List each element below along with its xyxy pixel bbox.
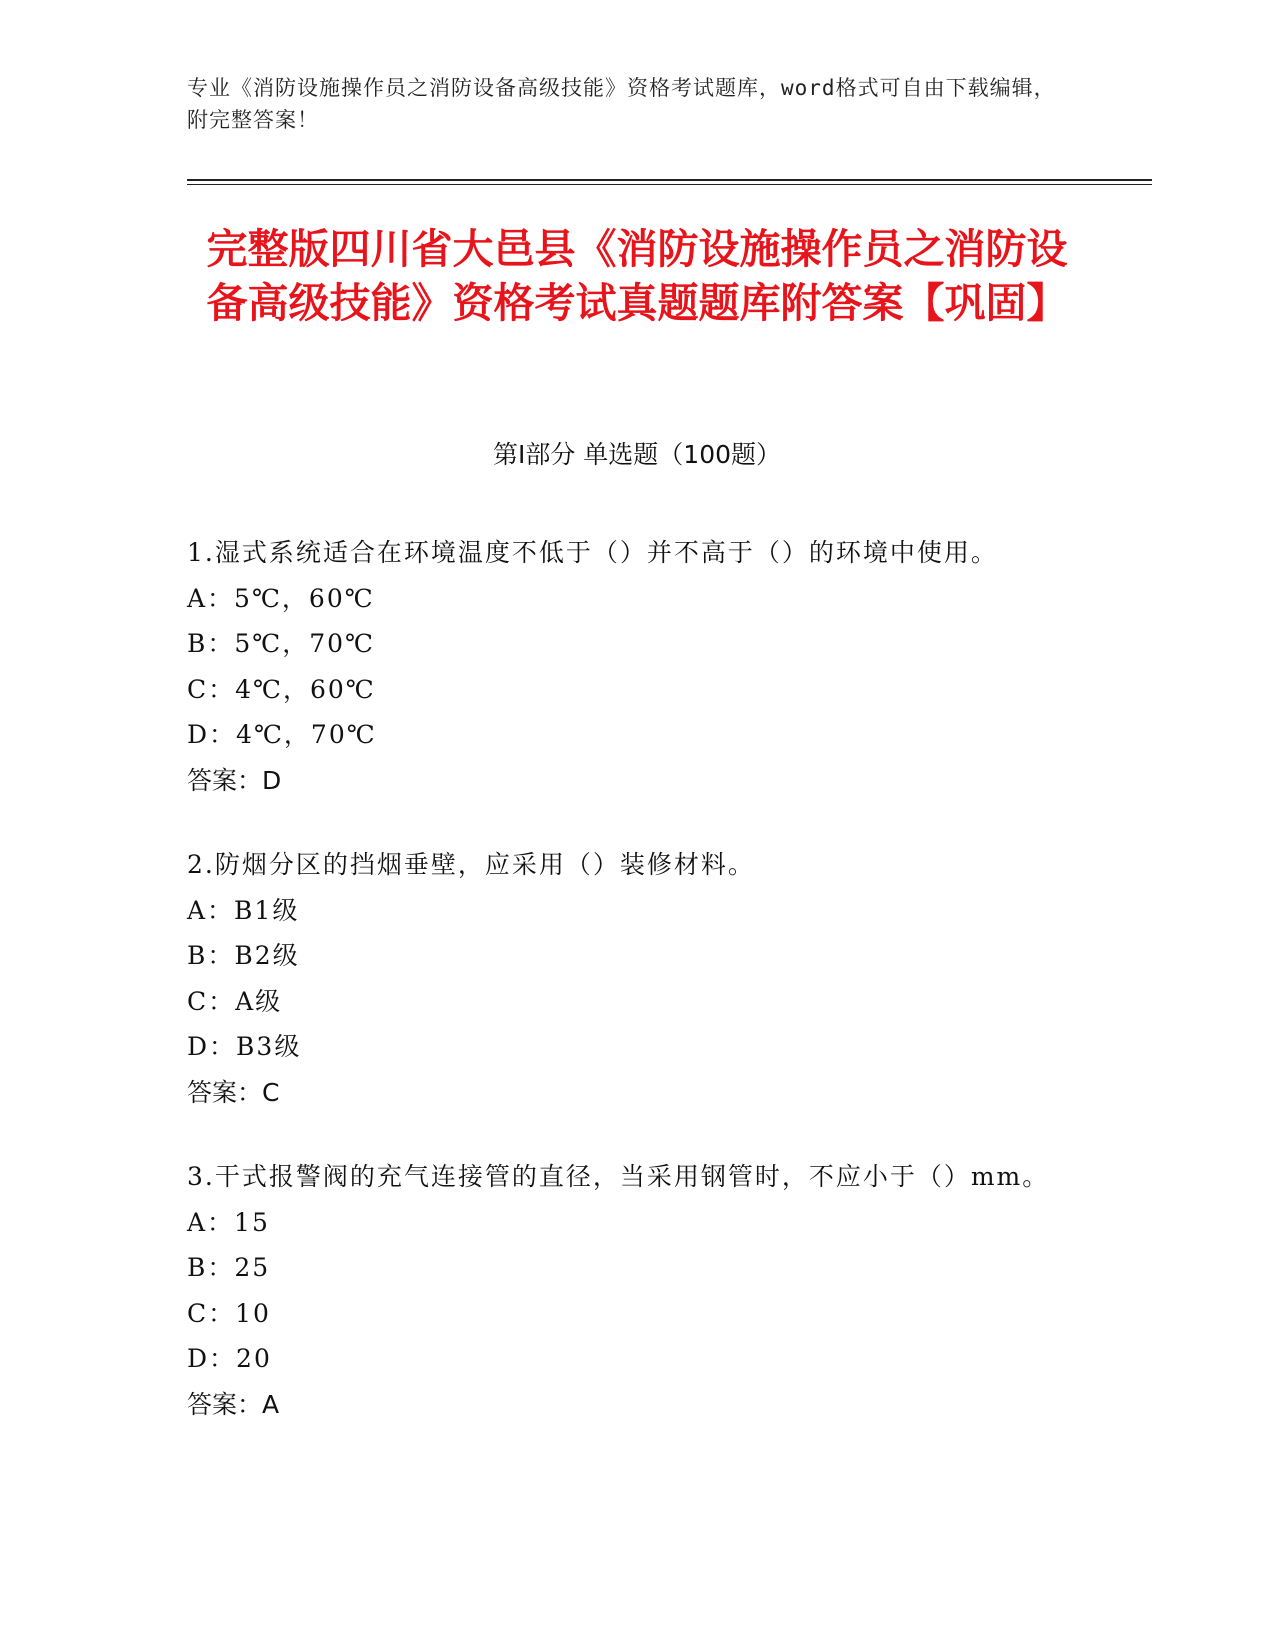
option-a: A：5℃，60℃: [187, 583, 375, 613]
option-b: B：25: [187, 1253, 271, 1282]
option-a: A：B1级: [187, 895, 300, 925]
option-c: C：10: [187, 1298, 271, 1328]
option-b: B：B2级: [187, 941, 300, 970]
question-3: [187, 1154, 1067, 1427]
option-c: C：A级: [187, 986, 283, 1016]
document-title: 完整版四川省大邑县《消防设施操作员之消防设备高级技能》资格考试真题题库附答案【巩固】: [206, 225, 1068, 327]
header-rule-thick: [187, 179, 1152, 181]
answer-line: 答案：C: [187, 1077, 280, 1107]
question-1: [187, 530, 1067, 803]
question-stem: 2.防烟分区的挡烟垂壁，应采用（）装修材料。: [187, 850, 755, 879]
section-title: 第I部分 单选题（100题）: [492, 440, 782, 469]
question-2: [187, 842, 1067, 1115]
question-stem: 3.干式报警阀的充气连接管的直径，当采用钢管时，不应小于（）mm。: [187, 1162, 1050, 1191]
question-list: [187, 530, 1067, 1466]
answer-line: 答案：D: [187, 765, 282, 795]
option-d: D：20: [187, 1344, 272, 1373]
header-note: 专业《消防设施操作员之消防设备高级技能》资格考试题库，word格式可自由下载编辑，附完整答案！: [187, 76, 1056, 132]
option-d: D：B3级: [187, 1032, 302, 1061]
option-c: C：4℃，60℃: [187, 674, 376, 704]
header-rule-thin: [187, 184, 1152, 185]
option-d: D：4℃，70℃: [187, 720, 377, 749]
option-a: A：15: [187, 1207, 270, 1237]
answer-line: 答案：A: [187, 1389, 280, 1419]
option-b: B：5℃，70℃: [187, 629, 376, 658]
question-stem: 1.湿式系统适合在环境温度不低于（）并不高于（）的环境中使用。: [187, 538, 998, 567]
